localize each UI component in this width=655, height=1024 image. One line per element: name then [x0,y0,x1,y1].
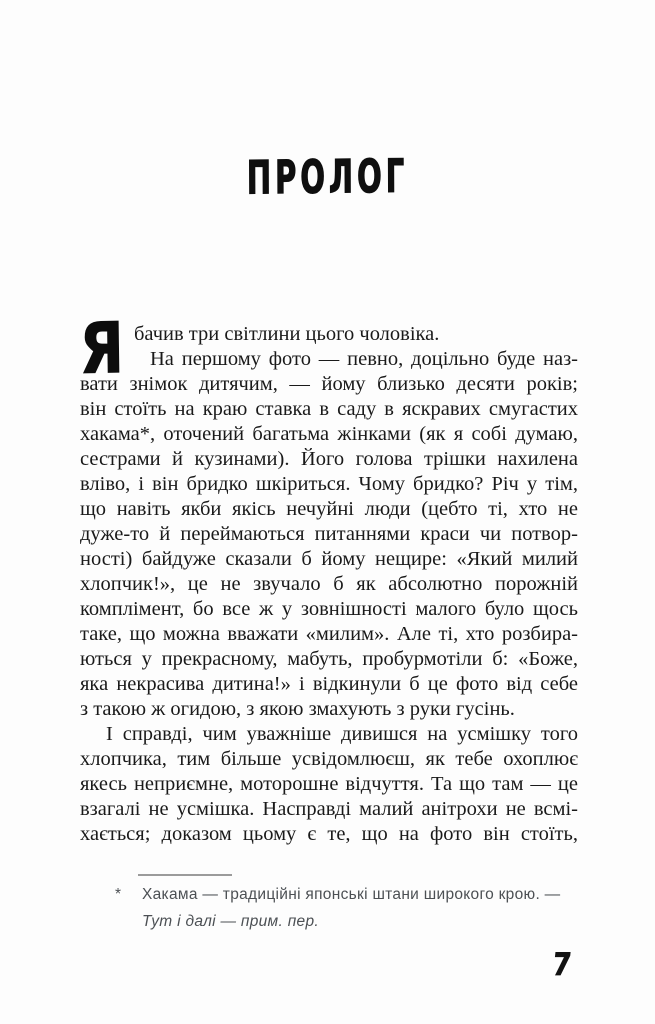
body-line: дуже-то й переймаються питаннями краси чи потвор- [80,523,578,545]
body-line: яка некрасива дитина!» і відкинули б це фото від себе [80,673,578,695]
footnote-divider [138,874,232,876]
chapter-title: ПРОЛОГ [246,150,409,205]
body-line: він стоїть на краю ставка в саду в яскравих смугастих [80,398,578,420]
footnote-body [142,881,567,935]
footnote-marker: * [115,886,122,903]
body-line: бачив три світлини цього чоловіка. [134,323,440,345]
body-line: хлопчика, тим більше усвідомлюєш, як тебе охоплює [80,748,578,770]
body-line: хлопчик!», це не звучало б як абсолютно порожній [80,573,578,595]
footnote [115,881,567,935]
body-line: якесь неприємне, моторошне відчуття. Та що там — це [80,773,578,795]
body-line: комплімент, бо все ж у зовнішності малого було щось [80,598,578,620]
footnote-text-line-1: Хакама — традиційні японські штани широкого крою. — [142,886,561,903]
body-line: ності) байдуже сказали б йому нещире: «Який милий [80,548,578,570]
body-line: що навіть якби якісь нечуйні люди (цебто ті, хто не [80,498,578,520]
body-line: з такою ж огидою, з якою змахують з руки гусінь. [80,698,515,720]
footnote-text-line-2: Тут і далі — прим. пер. [142,913,319,930]
page-number: 7 [550,947,573,983]
body-text [79,307,578,847]
body-line: хається; доказом цьому є те, що на фото він стоїть, [80,823,578,845]
body-line: таке, що можна вважати «милим». Але ті, хто розбира- [80,623,578,645]
body-line: На першому фото — певно, доцільно буде наз- [150,348,578,370]
body-line: ються у прекрасному, мабуть, пробурмотіли б: «Боже, [80,648,578,670]
body-line: сестрами й кузинами). Його голова трішки нахилена [80,448,578,470]
body-line: хакама*, оточений багатьма жінками (як я собі думаю, [80,423,578,445]
body-line: І справді, чим уважніше дивишся на усмішку того [106,723,578,745]
body-line: вати знімок дитячим, — йому близько десяти років; [80,373,578,395]
body-line: вліво, і він бридко шкіриться. Чому бридко? Річ у тім, [80,473,578,495]
drop-cap: Я [79,307,125,390]
body-line: взагалі не усмішка. Насправді малий анітрохи не всмі- [80,798,578,820]
